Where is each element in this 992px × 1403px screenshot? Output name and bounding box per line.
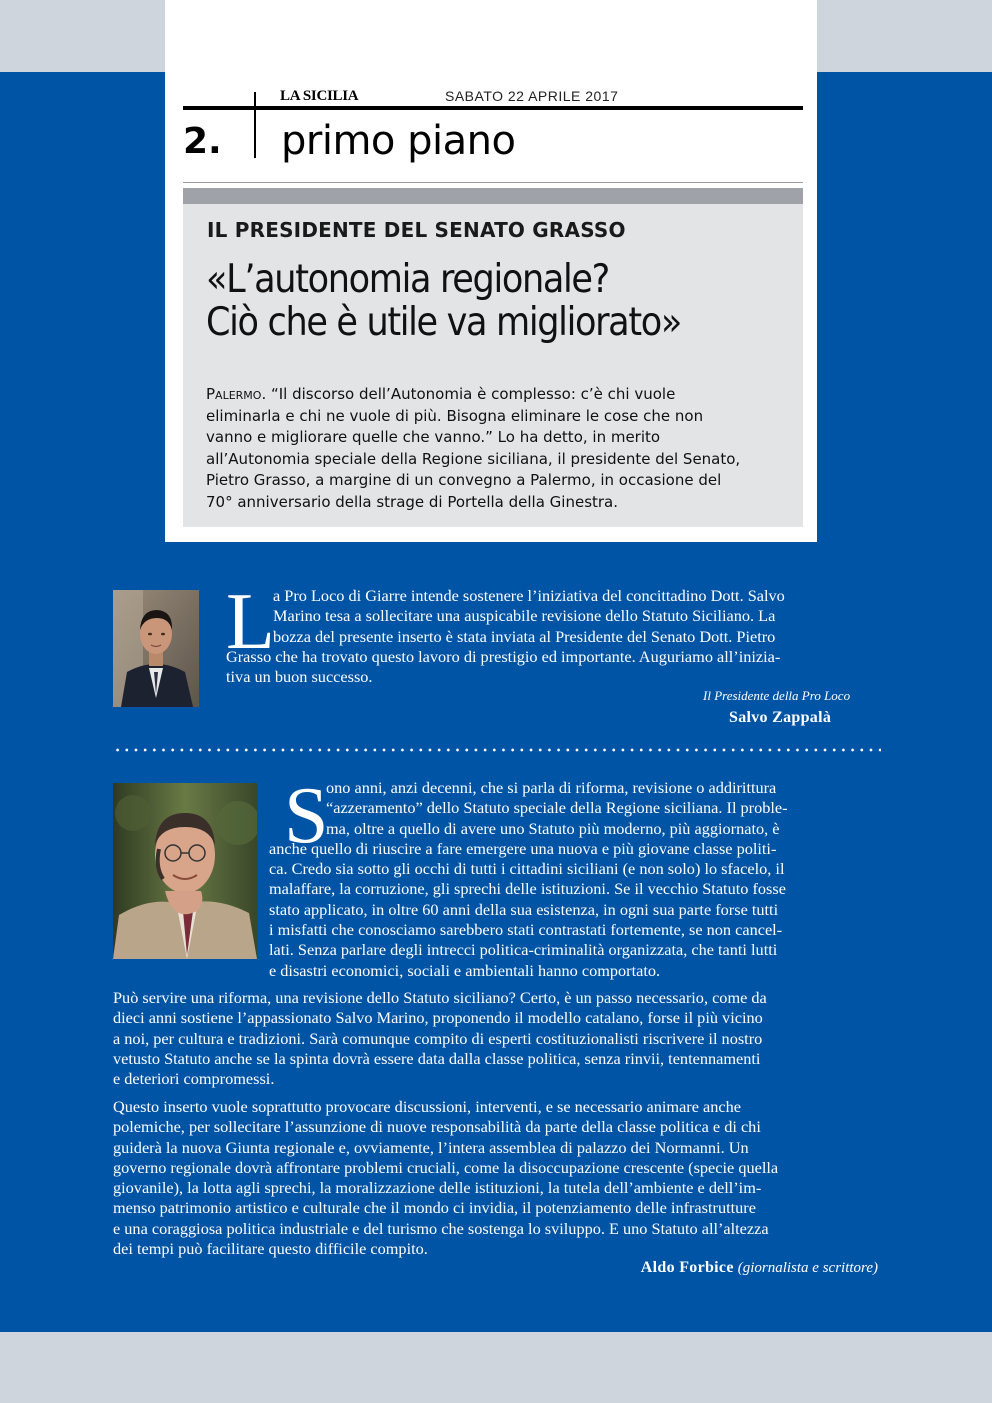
section-title: primo piano [281, 118, 516, 164]
article-line: guiderà la nuova Giunta regionale e, ovviamente, l’intera assemblea di palazzo dei Normanni. Un [113, 1137, 749, 1157]
lead-line: Palermo. “Il discorso dell’Autonomia è complesso: c’è chi vuole [206, 385, 676, 403]
lead-line: eliminarla e chi ne vuole di più. Bisogna eliminare le cose che non [206, 406, 704, 425]
author-signature [641, 1259, 878, 1277]
lead-line: vanno e migliorare quelle che vanno.” Lo ha detto, in merito [206, 428, 661, 446]
portrait-photo-author [113, 783, 257, 959]
article-line: lati. Senza parlare degli intrecci politica-criminalità organizzata, che tanti lutti [269, 940, 778, 960]
article-line: e deteriori compromessi. [113, 1069, 275, 1089]
author-role: (giornalista e scrittore) [737, 1260, 878, 1276]
proloco-line: Marino tesa a sollecitare una auspicabile revisione dello Statuto Siciliano. La [273, 606, 776, 626]
article-line: ca. Credo sia sotto gli occhi di tutti i cittadini siciliani (e non solo) lo sfacelo, il [269, 859, 785, 879]
article-line: Può servire una riforma, una revisione dello Statuto siciliano? Certo, è un passo necessario, come da [113, 988, 767, 1007]
article-line: giovanile), la lotta agli sprechi, la moralizzazione delle istituzioni, la tutela dell’ambiente e dell’im- [113, 1178, 762, 1198]
page-number: 2. [183, 121, 222, 162]
lead-place: Palermo. [206, 385, 267, 403]
proloco-line: bozza del presente inserto è stata inviata al Presidente del Senato Dott. Pietro [273, 626, 776, 646]
article-line: menso patrimonio artistico e culturale che il mondo ci invidia, il potenziamento delle infrastrutture [113, 1198, 756, 1218]
masthead-divider [254, 92, 256, 158]
section-rule [183, 182, 803, 183]
signature-role: Il Presidente della Pro Loco [703, 688, 851, 703]
article-line: e disastri economici, sociali e ambientali hanno comportato. [269, 960, 661, 980]
article-line: governo regionale dovrà affrontare problemi cruciali, come la disoccupazione crescente (specie quella [113, 1157, 779, 1177]
bottom-band [0, 1332, 992, 1403]
lead-line: Pietro Grasso, a margine di un convegno a Palermo, in occasione del [206, 471, 722, 489]
article-line: Questo inserto vuole soprattutto provocare discussioni, interventi, e se necessario animare anche [113, 1097, 741, 1116]
proloco-line: Grasso che ha trovato questo lavoro di prestigio ed importante. Auguriamo all’inizia- [226, 646, 781, 666]
article-line: stato applicato, in oltre 60 anni della sua esistenza, in ogni sua parte forse tutti [269, 899, 779, 919]
proloco-text [226, 586, 785, 687]
article-line: a noi, per cultura e tradizioni. Sarà comunque compito di esperti costituzionalisti riscrivere il nostro [113, 1028, 763, 1048]
article-line: polemiche, per sollecitare l’assunzione di nuove responsabilità da parte della classe politica e di chi [113, 1117, 761, 1137]
headline [206, 258, 746, 344]
article-line: dieci anni sostiene l’appassionato Salvo Marino, proponendo il modello catalano, forse il più vicino [113, 1008, 763, 1028]
masthead-rule [183, 106, 803, 110]
signature-name: Salvo Zappalà [729, 709, 832, 726]
article-dropcap: S [284, 772, 329, 860]
article-line: malaffare, la corruzione, gli sprechi delle istituzioni. Se il vecchio Statuto fosse [269, 879, 786, 899]
proloco-dropcap: L [226, 578, 275, 666]
article-line: ono anni, anzi decenni, che si parla di riforma, revisione o addirittura [326, 778, 777, 797]
article-line: i misfatti che conosciamo sarebbero stati contrastati fortemente, se non cancel- [269, 920, 783, 940]
article-line: dei tempi può facilitare questo difficile compito. [113, 1239, 428, 1259]
author-name: Aldo Forbice [640, 1259, 734, 1276]
article-paragraph-3 [113, 1097, 778, 1259]
article-box-header-bar [183, 188, 803, 204]
proloco-line: a Pro Loco di Giarre intende sostenere l’iniziativa del concittadino Dott. Salvo [273, 586, 785, 605]
dotted-separator [113, 748, 881, 752]
lead-paragraph [206, 384, 786, 513]
article-line: ma, oltre a quello di avere uno Statuto più moderno, più aggiornato, è [326, 818, 780, 838]
article-line: anche quello di riuscire a fare emergere una nuova e più giovane classe politi- [269, 838, 777, 858]
newspaper-name: LA SICILIA [280, 88, 359, 104]
headline-line: «L’autonomia regionale? [206, 257, 609, 302]
article-box [183, 188, 803, 527]
proloco-line: tiva un buon successo. [226, 667, 373, 687]
article-intro [269, 778, 788, 981]
lead-line: 70° anniversario della strage di Portella della Ginestra. [206, 492, 619, 511]
lead-line: all’Autonomia speciale della Regione siciliana, il presidente del Senato, [206, 449, 741, 468]
article-line: “azzeramento” dello Statuto speciale della Regione siciliana. Il proble- [326, 798, 788, 818]
article-line: e una coraggiosa politica industriale e del turismo che sostenga lo sviluppo. E uno Statuto all’altezza [113, 1218, 769, 1238]
article-line: vetusto Statuto anche se la spinta dovrà essere data dalla classe politica, senza rinvii, tentennamenti [113, 1048, 761, 1068]
portrait-photo-proloco [113, 590, 199, 707]
masthead [183, 88, 803, 108]
headline-line: Ciò che è utile va migliorato» [206, 300, 682, 345]
kicker: IL PRESIDENTE DEL SENATO GRASSO [207, 218, 626, 242]
article-paragraph-2 [113, 988, 767, 1089]
newspaper-date: SABATO 22 APRILE 2017 [445, 88, 619, 104]
